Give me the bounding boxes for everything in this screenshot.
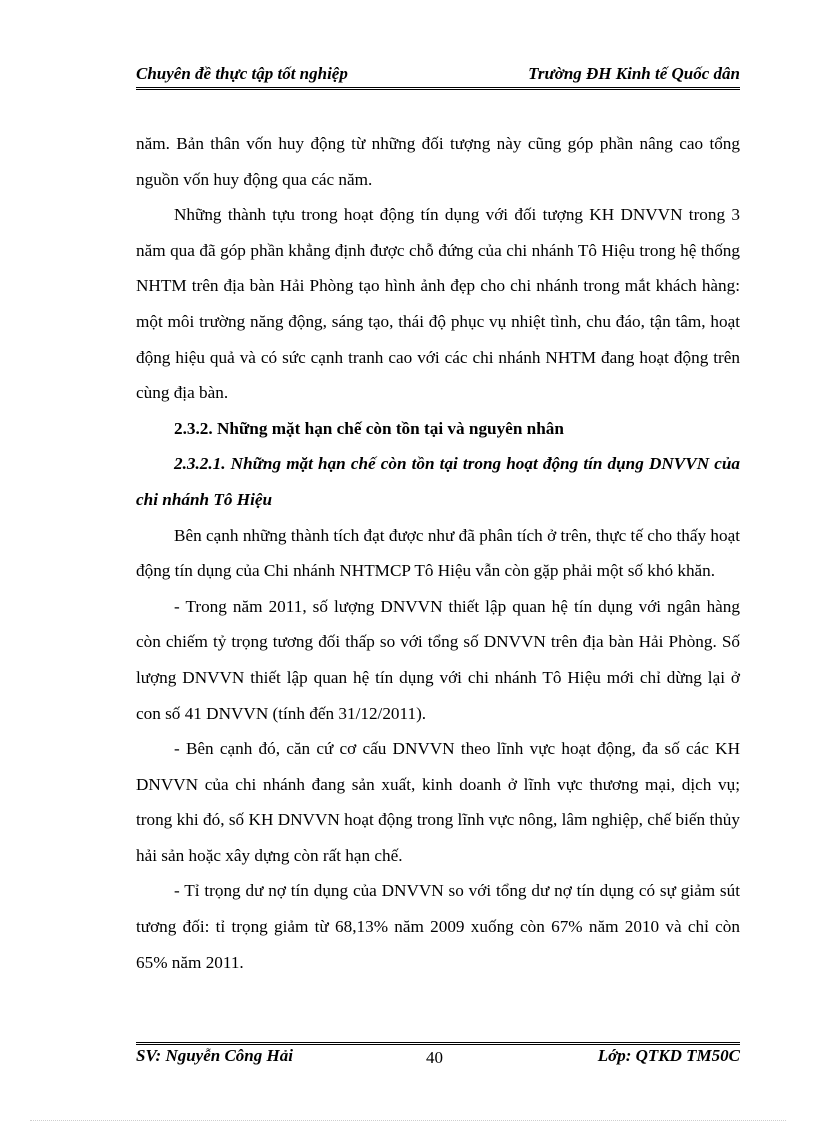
- paragraph-intro: Bên cạnh những thành tích đạt được như đã phân tích ở trên, thực tế cho thấy hoạt động tín dụng của Chi nhánh NHTMCP Tô Hiệu vẫn còn gặp phải một số khó khăn.: [136, 525, 740, 581]
- header-title-left: Chuyên đề thực tập tốt nghiệp: [136, 64, 348, 83]
- page-body: [136, 126, 740, 980]
- paragraph-achievements: Những thành tựu trong hoạt động tín dụng với đối tượng KH DNVVN trong 3 năm qua đã góp phần khẳng định được chỗ đứng của chi nhánh Tô Hiệu trong hệ thống NHTM trên địa bàn Hải Phòng tạo hình ảnh đẹp cho chi nhánh trong mắt khách hàng: một môi trường năng động, sáng tạo, thái độ phục vụ nhiệt tình, chu đáo, tận tâm, hoạt động hiệu quả và có sức cạnh tranh cao với các chi nhánh NHTM đang hoạt động trên cùng địa bàn.: [136, 205, 740, 403]
- header-rule: [136, 87, 740, 90]
- page-header: [136, 62, 740, 86]
- footer-class: Lớp: QTKD TM50C: [597, 1046, 740, 1065]
- subsection-heading: 2.3.2.1. Những mặt hạn chế còn tồn tại trong hoạt động tín dụng DNVVN của chi nhánh Tô Hiệu: [136, 454, 740, 509]
- page-edge-dots: [30, 1120, 786, 1121]
- header-title-right: Trường ĐH Kinh tế Quốc dân: [528, 64, 740, 83]
- page-footer: [136, 1046, 740, 1072]
- footer-student: SV: Nguyễn Công Hải: [136, 1046, 293, 1065]
- page-number: 40: [426, 1048, 443, 1067]
- bullet-paragraph: - Tỉ trọng dư nợ tín dụng của DNVVN so với tổng dư nợ tín dụng có sự giảm sút tương đối: tỉ trọng giảm từ 68,13% năm 2009 xuống còn 67% năm 2010 và chỉ còn 65% năm 2011.: [136, 881, 740, 972]
- bullet-paragraph: - Trong năm 2011, số lượng DNVVN thiết lập quan hệ tín dụng với ngân hàng còn chiếm tỷ trọng tương đối thấp so với tổng số DNVVN trên địa bàn Hải Phòng. Số lượng DNVVN thiết lập quan hệ tín dụng với chi nhánh Tô Hiệu mới chỉ dừng lại ở con số 41 DNVVN (tính đến 31/12/2011).: [136, 596, 740, 723]
- footer-rule: [136, 1042, 740, 1045]
- paragraph-continued: năm. Bản thân vốn huy động từ những đối tượng này cũng góp phần nâng cao tổng nguồn vốn huy động qua các năm.: [136, 134, 740, 189]
- bullet-paragraph: - Bên cạnh đó, căn cứ cơ cấu DNVVN theo lĩnh vực hoạt động, đa số các KH DNVVN của chi nhánh đang sản xuất, kinh doanh ở lĩnh vực thương mại, dịch vụ; trong khi đó, số KH DNVVN hoạt động trong lĩnh vực nông, lâm nghiệp, chế biến thủy hải sản hoặc xây dựng còn rất hạn chế.: [136, 739, 740, 865]
- section-heading: 2.3.2. Những mặt hạn chế còn tồn tại và nguyên nhân: [174, 418, 564, 438]
